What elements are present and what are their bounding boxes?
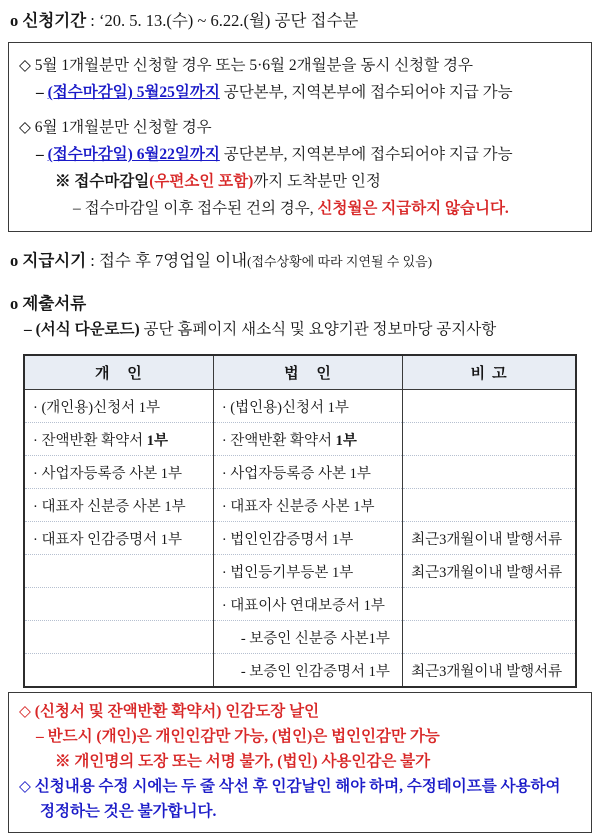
text-run: – <box>24 321 36 338</box>
text-line <box>19 168 581 195</box>
text-line <box>19 195 581 222</box>
table-header-row <box>24 355 576 390</box>
table-cell <box>24 654 213 688</box>
text-run: 공단본부, 지역본부에 접수되어야 지급 가능 <box>219 84 513 101</box>
table-row <box>24 522 576 555</box>
text-run: 최근3개월이내 발행서류 <box>411 564 563 581</box>
table-cell <box>213 522 402 555</box>
table-cell <box>213 423 402 456</box>
text-run: 공단본부, 지역본부에 접수되어야 지급 가능 <box>219 146 513 163</box>
table-cell <box>403 456 576 489</box>
table-cell <box>403 489 576 522</box>
table-cell <box>213 588 402 621</box>
form-download-note <box>8 319 592 341</box>
table-cell <box>403 654 576 688</box>
table-cell <box>403 588 576 621</box>
text-run: - 보증인 신분증 사본1부 <box>240 630 390 647</box>
text-run: · 법인등기부등본 1부 <box>221 564 354 581</box>
column-header: 법 인 <box>213 355 402 390</box>
text-run: (접수마감일) 6월22일까지 <box>47 146 220 163</box>
table-cell <box>403 390 576 423</box>
text-line <box>19 724 579 749</box>
table-row <box>24 621 576 654</box>
table-cell <box>403 621 576 654</box>
text-run: o <box>10 251 23 270</box>
table-cell <box>24 621 213 654</box>
table-row <box>24 555 576 588</box>
required-documents-table <box>23 354 577 688</box>
text-run: (우편소인 포함) <box>149 173 254 190</box>
text-run: · 사업자등록증 사본 1부 <box>33 465 183 482</box>
text-line <box>19 749 579 774</box>
payment-time-heading <box>10 250 590 273</box>
table-cell <box>213 621 402 654</box>
text-run: (접수상황에 따라 지연될 수 있음) <box>247 254 433 269</box>
table-cell <box>403 423 576 456</box>
apply-period-heading <box>10 10 590 32</box>
text-run: o <box>10 11 23 30</box>
table-row <box>24 489 576 522</box>
table-row <box>24 423 576 456</box>
text-line <box>19 52 581 79</box>
text-line <box>19 114 581 141</box>
text-run: · 사업자등록증 사본 1부 <box>221 465 371 482</box>
text-run: 1부 <box>146 432 169 449</box>
text-run: ※ 접수마감일 <box>55 173 150 190</box>
text-run: – <box>36 146 48 163</box>
table-row <box>24 654 576 688</box>
table-cell <box>24 588 213 621</box>
table-cell <box>24 489 213 522</box>
deadline-notice-box <box>8 42 592 232</box>
text-run: 최근3개월이내 발행서류 <box>411 531 563 548</box>
column-header: 개 인 <box>24 355 213 390</box>
text-run: · 대표자 인감증명서 1부 <box>33 531 183 548</box>
text-line <box>19 141 581 168</box>
table-cell <box>403 555 576 588</box>
text-run: (서식 다운로드) <box>35 321 140 338</box>
table-cell <box>213 555 402 588</box>
table-cell <box>24 423 213 456</box>
text-run: · 대표자 신분증 사본 1부 <box>33 498 186 515</box>
text-run: – 접수마감일 이후 접수된 건의 경우, <box>73 200 318 217</box>
text-run: 까지 도착분만 인정 <box>253 173 381 190</box>
table-cell <box>403 522 576 555</box>
table-cell <box>213 654 402 688</box>
text-run: ◇ 5월 1개월분만 신청할 경우 또는 5·6월 2개월분을 동시 신청할 경우 <box>19 57 473 74</box>
text-run: · (법인용)신청서 1부 <box>221 399 349 416</box>
text-run: 최근3개월이내 발행서류 <box>411 663 563 680</box>
text-run: · 잔액반환 확약서 <box>33 432 147 449</box>
table-cell <box>213 456 402 489</box>
column-header: 비고 <box>403 355 576 390</box>
text-run: · 대표자 신분증 사본 1부 <box>221 498 375 515</box>
text-run: ◇ 신청내용 수정 시에는 두 줄 삭선 후 인감날인 해야 하며, 수정테이프를 사용하여 정정하는 것은 불가합니다. <box>19 778 561 820</box>
text-run: 공단 홈페이지 새소식 및 요양기관 정보마당 공지사항 <box>139 321 497 338</box>
text-run: · 대표이사 연대보증서 1부 <box>221 597 385 614</box>
text-run: 신청기간 <box>22 11 87 30</box>
text-run: ◇ (신청서 및 잔액반환 확약서) 인감도장 날인 <box>19 703 320 720</box>
seal-notice-box <box>8 692 592 833</box>
table-row <box>24 390 576 423</box>
table-row <box>24 456 576 489</box>
table-cell <box>24 522 213 555</box>
text-line <box>19 699 579 724</box>
table-row <box>24 588 576 621</box>
text-run: · (개인용)신청서 1부 <box>33 399 161 416</box>
table-cell <box>213 489 402 522</box>
text-run: 신청월은 지급하지 않습니다. <box>317 200 509 217</box>
text-run: : <box>86 11 99 30</box>
text-run: 지급시기 <box>22 251 87 270</box>
text-run: ◇ 6월 1개월분만 신청할 경우 <box>19 119 212 136</box>
text-run: - 보증인 인감증명서 1부 <box>240 663 390 680</box>
text-run: – 반드시 (개인)은 개인인감만 가능, (법인)은 법인인감만 가능 <box>36 728 440 745</box>
text-run: – <box>36 84 48 101</box>
documents-heading <box>10 293 590 315</box>
text-run: · 법인인감증명서 1부 <box>221 531 354 548</box>
text-run: ※ 개인명의 도장 또는 서명 불가, (법인) 사용인감은 불가 <box>55 753 431 770</box>
table-cell <box>24 390 213 423</box>
text-line <box>19 79 581 106</box>
text-run: o <box>10 294 23 313</box>
text-run: 접수 후 7영업일 이내 <box>98 251 248 270</box>
text-run: : <box>86 251 99 270</box>
text-run: ‘20. 5. 13.(수) ~ 6.22.(월) 공단 접수분 <box>98 11 359 30</box>
text-run: · 잔액반환 확약서 <box>221 432 336 449</box>
table-cell <box>24 456 213 489</box>
text-line <box>19 774 579 824</box>
table-cell <box>24 555 213 588</box>
text-run: (접수마감일) 5월25일까지 <box>47 84 220 101</box>
table-cell <box>213 390 402 423</box>
text-run: 제출서류 <box>22 294 87 313</box>
text-run: 1부 <box>335 432 357 449</box>
